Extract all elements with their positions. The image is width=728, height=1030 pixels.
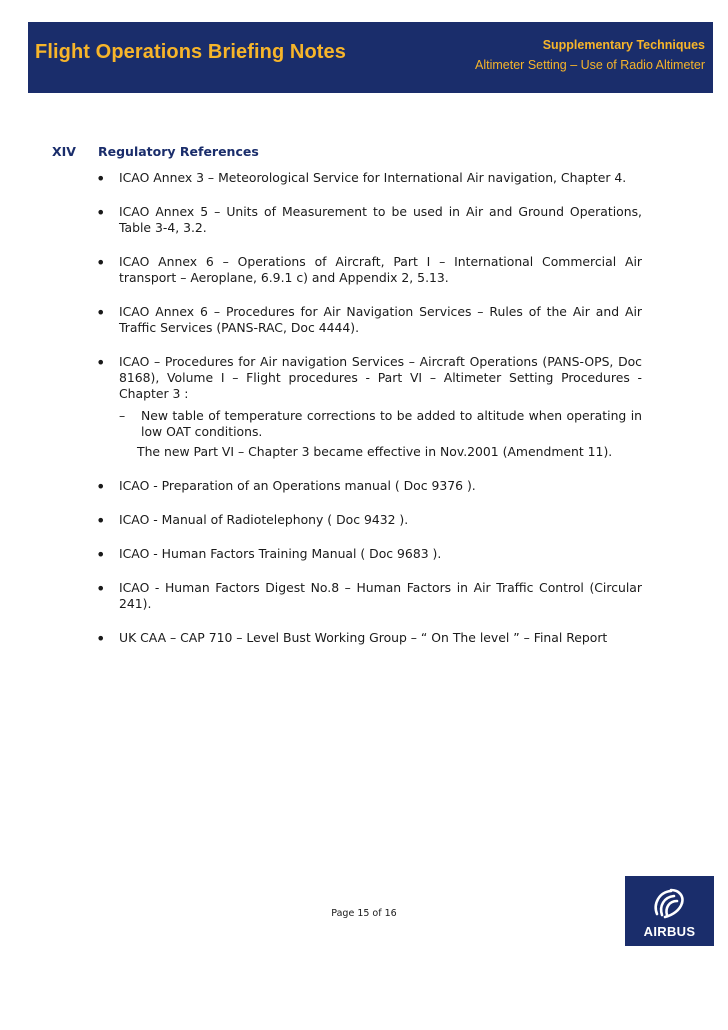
dash-icon: – [119,408,126,423]
document-header [28,22,713,93]
bullet-icon: • [96,303,106,322]
header-title: Flight Operations Briefing Notes [35,41,346,63]
airbus-swirl-icon [649,886,689,922]
list-item [96,304,642,336]
list-item [96,512,642,528]
reference-text: ICAO – Procedures for Air navigation Services – Aircraft Operations (PANS-OPS, Doc 8168), Volume I – Flight procedures - Part VI – Altimeter Setting Procedures - Chapter 3 : [119,354,642,401]
list-item [96,546,642,562]
logo-wordmark: AIRBUS [643,924,696,939]
sub-item-text: New table of temperature corrections to be added to altitude when operating in low OAT conditions. [141,408,642,439]
list-item [96,204,642,236]
bullet-icon: • [96,511,106,530]
list-item [96,354,642,460]
header-subtitle: Altimeter Setting – Use of Radio Altimeter [475,58,705,72]
section-number: XIV [52,144,76,159]
amendment-note: The new Part VI – Chapter 3 became effective in Nov.2001 (Amendment 11). [137,444,613,459]
reference-text: ICAO Annex 5 – Units of Measurement to be used in Air and Ground Operations, Table 3-4, 3.2. [119,204,642,235]
bullet-icon: • [96,545,106,564]
reference-text: ICAO - Preparation of an Operations manual ( Doc 9376 ). [119,478,476,493]
reference-text: ICAO - Manual of Radiotelephony ( Doc 9432 ). [119,512,409,527]
header-supplement: Supplementary Techniques [542,38,705,52]
bullet-icon: • [96,629,106,648]
list-item [96,580,642,612]
bullet-icon: • [96,169,106,188]
reference-text: ICAO - Human Factors Training Manual ( Doc 9683 ). [119,546,442,561]
reference-text: ICAO Annex 6 – Operations of Aircraft, Part I – International Commercial Air transport – Aeroplane, 6.9.1 c) and Appendix 2, 5.13. [119,254,642,285]
reference-text: ICAO - Human Factors Digest No.8 – Human Factors in Air Traffic Control (Circular 241). [119,580,642,611]
list-item [96,478,642,494]
references-list [96,170,642,664]
sub-list-item [119,408,642,440]
reference-text: ICAO Annex 6 – Procedures for Air Navigation Services – Rules of the Air and Air Traffic Services (PANS-RAC, Doc 4444). [119,304,642,335]
bullet-icon: • [96,579,106,598]
list-item [96,170,642,186]
reference-text: ICAO Annex 3 – Meteorological Service for International Air navigation, Chapter 4. [119,170,627,185]
bullet-icon: • [96,477,106,496]
page-number: Page 15 of 16 [331,908,397,919]
header-right [475,38,705,72]
section-heading [52,144,259,159]
section-title: Regulatory References [98,144,259,159]
bullet-icon: • [96,203,106,222]
reference-text: UK CAA – CAP 710 – Level Bust Working Group – “ On The level ” – Final Report [119,630,608,645]
list-item [96,254,642,286]
bullet-icon: • [96,353,106,372]
bullet-icon: • [96,253,106,272]
list-item [96,630,642,646]
airbus-logo [625,876,714,946]
